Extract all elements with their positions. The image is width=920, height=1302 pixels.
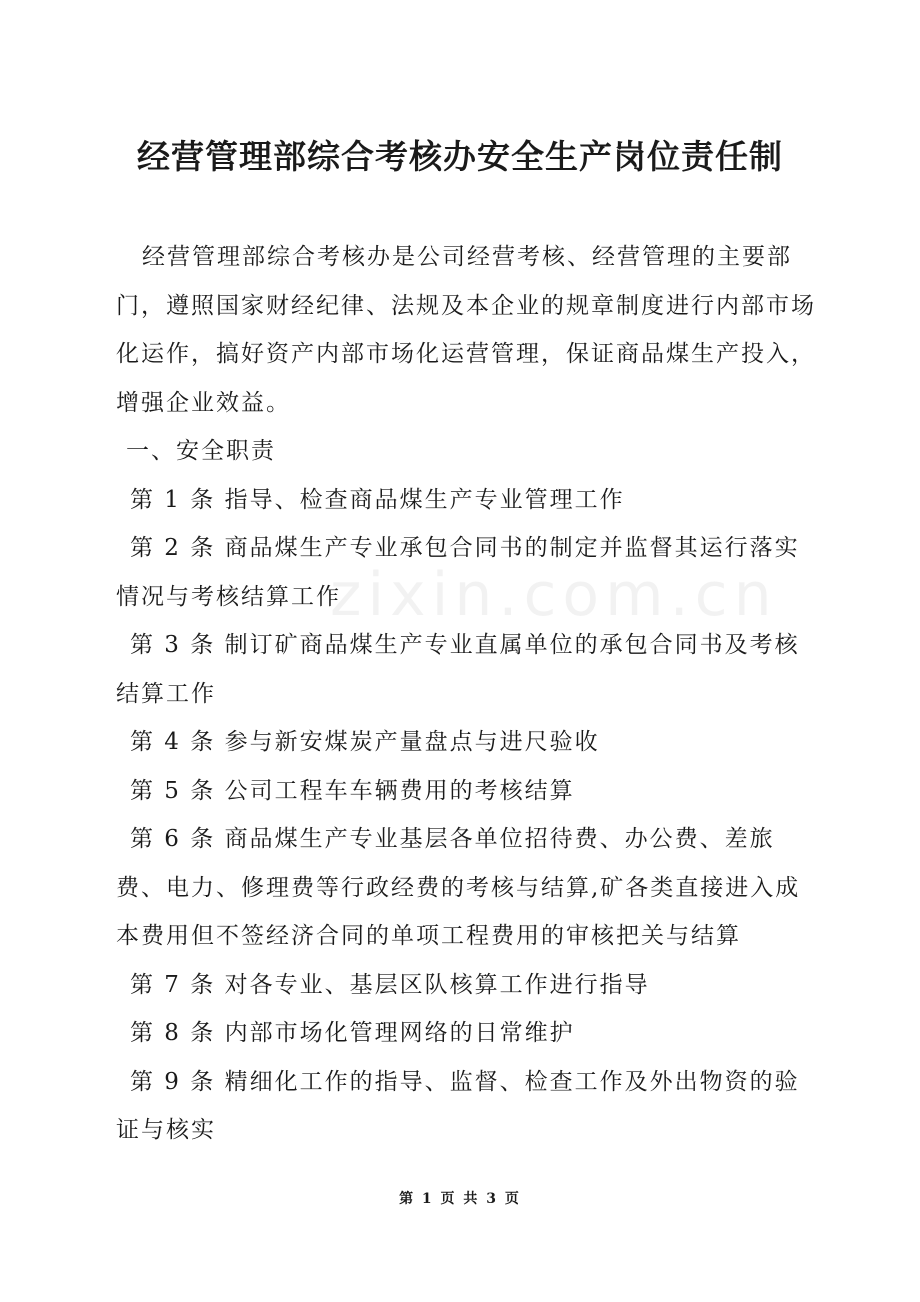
article-text: 参与新安煤炭产量盘点与进尺验收	[224, 729, 600, 755]
article-number: 第 1 条	[130, 486, 216, 513]
section-heading: 一、安全职责	[126, 438, 276, 464]
article-item	[116, 621, 816, 718]
article-item	[116, 524, 816, 621]
article-text: 对各专业、基层区队核算工作进行指导	[224, 971, 650, 998]
article-item	[116, 1009, 816, 1058]
article-number: 第 7 条	[130, 971, 216, 998]
article-item	[116, 718, 816, 767]
article-text: 商品煤生产专业基层各单位招待费、办公费、差旅费、电力、修理费等行政经费的考核与结算,矿各类直接进入成本费用但不签经济合同的单项工程费用的审核把关与结算	[116, 826, 801, 949]
article-text: 精细化工作的指导、监督、检查工作及外出物资的验证与核实	[116, 1068, 800, 1143]
article-number: 第 5 条	[130, 777, 216, 804]
article-item	[116, 815, 816, 961]
article-number: 第 9 条	[130, 1068, 216, 1095]
article-text: 商品煤生产专业承包合同书的制定并监督其运行落实情况与考核结算工作	[116, 535, 800, 610]
article-item	[116, 961, 816, 1010]
document-title: 经营管理部综合考核办安全生产岗位责任制	[137, 137, 783, 176]
watermark-text: zixin.com.cn	[330, 560, 778, 630]
article-number: 第 3 条	[130, 632, 216, 658]
article-text: 公司工程车车辆费用的考核结算	[224, 777, 575, 804]
document-body	[116, 233, 816, 1155]
article-number: 第 8 条	[130, 1020, 216, 1046]
article-text: 内部市场化管理网络的日常维护	[224, 1020, 575, 1046]
article-item	[116, 476, 816, 525]
article-number: 第 2 条	[130, 535, 216, 561]
article-item	[116, 1058, 816, 1155]
page-footer: 第 1 页 共 3 页	[399, 1191, 521, 1207]
article-text: 制订矿商品煤生产专业直属单位的承包合同书及考核结算工作	[116, 632, 800, 707]
article-number: 第 4 条	[130, 729, 216, 755]
article-item	[116, 767, 816, 816]
article-number: 第 6 条	[130, 826, 216, 852]
intro-paragraph: 经营管理部综合考核办是公司经营考核、经营管理的主要部门，遵照国家财经纪律、法规及本企业的规章制度进行内部市场化运作，搞好资产内部市场化运营管理，保证商品煤生产投入，增强企业效益。	[116, 244, 816, 416]
article-text: 指导、检查商品煤生产专业管理工作	[224, 486, 625, 513]
